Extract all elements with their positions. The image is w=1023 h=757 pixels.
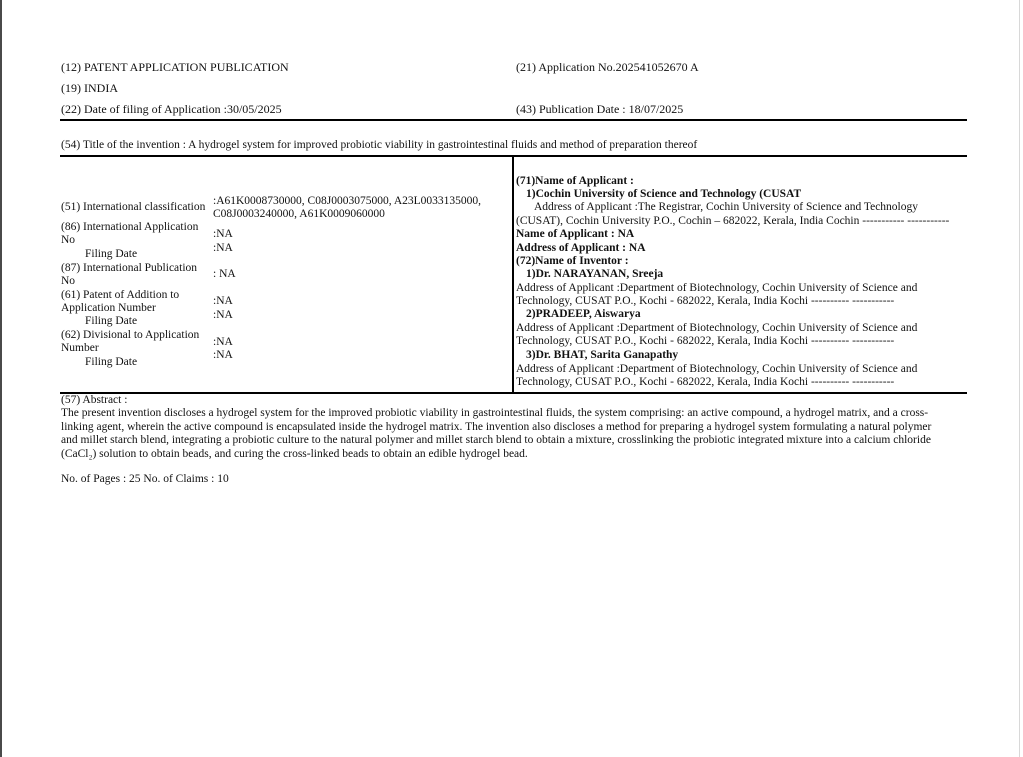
filing-date-label-1: Filing Date bbox=[85, 248, 138, 260]
header-divider bbox=[60, 119, 967, 121]
invention-title: (54) Title of the invention : A hydrogel system for improved probiotic viability in gastrointestinal fluids and method of preparation thereof bbox=[61, 139, 698, 151]
abstract-heading: (57) Abstract : bbox=[61, 394, 128, 406]
name-of-applicant: Name of Applicant : NA bbox=[516, 228, 635, 240]
applicant-1-name: 1)Cochin University of Science and Technology (CUSAT bbox=[526, 188, 802, 200]
publication-type: (12) PATENT APPLICATION PUBLICATION bbox=[61, 60, 289, 74]
intl-classification-value-2: C08J0003240000, A61K0009060000 bbox=[213, 208, 385, 220]
address-of-applicant: Address of Applicant : NA bbox=[516, 242, 646, 254]
inventor-2-address-2: Technology, CUSAT P.O., Kochi - 682022, Kerala, India Kochi ---------- ----------- bbox=[516, 335, 895, 347]
inventor-1-name: 1)Dr. NARAYANAN, Sreeja bbox=[526, 268, 664, 280]
intl-classification-value-1: :A61K0008730000, C08J0003075000, A23L0033135000, bbox=[213, 195, 482, 207]
applicant-heading bbox=[516, 175, 634, 188]
divisional-value: :NA bbox=[213, 336, 233, 348]
filing-date-label-2: Filing Date bbox=[85, 315, 138, 327]
divisional-label-2: Number bbox=[61, 342, 99, 354]
inventor-heading bbox=[516, 255, 629, 268]
filing-date-value-3: :NA bbox=[213, 349, 233, 361]
intl-publication-value: : NA bbox=[213, 268, 236, 280]
inventor-2-address-1: Address of Applicant :Department of Biotechnology, Cochin University of Science and bbox=[516, 322, 918, 334]
viewer-left-border bbox=[0, 0, 2, 757]
table-bottom-divider bbox=[60, 392, 967, 394]
inventor-2-name: 2)PRADEEP, Aiswarya bbox=[526, 308, 641, 320]
intl-application-label-1: (86) International Application bbox=[61, 221, 199, 233]
applicant-1-address-1: Address of Applicant :The Registrar, Cochin University of Science and Technology bbox=[534, 201, 919, 213]
country: (19) INDIA bbox=[61, 81, 118, 95]
applicant-1-address-2: (CUSAT), Cochin University P.O., Cochin – 682022, Kerala, India Cochin ----------- ----------- bbox=[516, 215, 950, 227]
filing-date: (22) Date of filing of Application :30/05/2025 bbox=[61, 102, 282, 116]
inventor-3-address-2: Technology, CUSAT P.O., Kochi - 682022, Kerala, India Kochi ---------- ----------- bbox=[516, 376, 895, 388]
inventor-1-address-1: Address of Applicant :Department of Biotechnology, Cochin University of Science and bbox=[516, 282, 918, 294]
patent-addition-label-1: (61) Patent of Addition to bbox=[61, 289, 180, 301]
abstract-line-4: (CaCl₂) solution to obtain beads, and curing the cross-linked beads to obtain an edible hydrogel bead. bbox=[61, 448, 528, 460]
filing-date-label-3: Filing Date bbox=[85, 356, 138, 368]
intl-application-label-2: No bbox=[61, 234, 76, 246]
inventor-3-address-1: Address of Applicant :Department of Biotechnology, Cochin University of Science and bbox=[516, 363, 918, 375]
abstract-line-3: and millet starch blend, integrating a probiotic culture to the natural polymer and millet starch blend to obtain a mixture, crosslinking the probiotic integrated mixture into a calcium chloride bbox=[61, 434, 931, 446]
inventor-1-address-2: Technology, CUSAT P.O., Kochi - 682022, Kerala, India Kochi ---------- ----------- bbox=[516, 295, 895, 307]
divisional-label-1: (62) Divisional to Application bbox=[61, 329, 200, 341]
inventor-3-name: 3)Dr. BHAT, Sarita Ganapathy bbox=[526, 349, 679, 361]
applicant-heading-text: (71)Name of Applicant : bbox=[516, 175, 634, 187]
filing-date-value-1: :NA bbox=[213, 242, 233, 254]
patent-addition-value: :NA bbox=[213, 295, 233, 307]
intl-classification-label: (51) International classification bbox=[61, 201, 206, 213]
viewer-right-border bbox=[1019, 0, 1020, 757]
inventor-heading-text: (72)Name of Inventor : bbox=[516, 255, 629, 267]
intl-publication-label-1: (87) International Publication bbox=[61, 262, 198, 274]
intl-application-value: :NA bbox=[213, 228, 233, 240]
abstract-line-2: linking agent, wherein the active compound is encapsulated inside the hydrogel matrix. The invention also discloses a method for preparing a hydrogel system formulating a natural polymer bbox=[61, 421, 932, 433]
publication-date: (43) Publication Date : 18/07/2025 bbox=[516, 102, 684, 116]
abstract-line-1: The present invention discloses a hydrogel system for the improved probiotic viability in gastrointestinal fluids, the system comprising: an active compound, a hydrogel matrix, and a cross- bbox=[61, 407, 929, 419]
pages-claims-count: No. of Pages : 25 No. of Claims : 10 bbox=[61, 473, 229, 485]
patent-addition-label-2: Application Number bbox=[61, 302, 156, 314]
intl-publication-label-2: No bbox=[61, 275, 76, 287]
filing-date-value-2: :NA bbox=[213, 309, 233, 321]
application-number: (21) Application No.202541052670 A bbox=[516, 60, 699, 74]
column-divider bbox=[512, 156, 514, 392]
